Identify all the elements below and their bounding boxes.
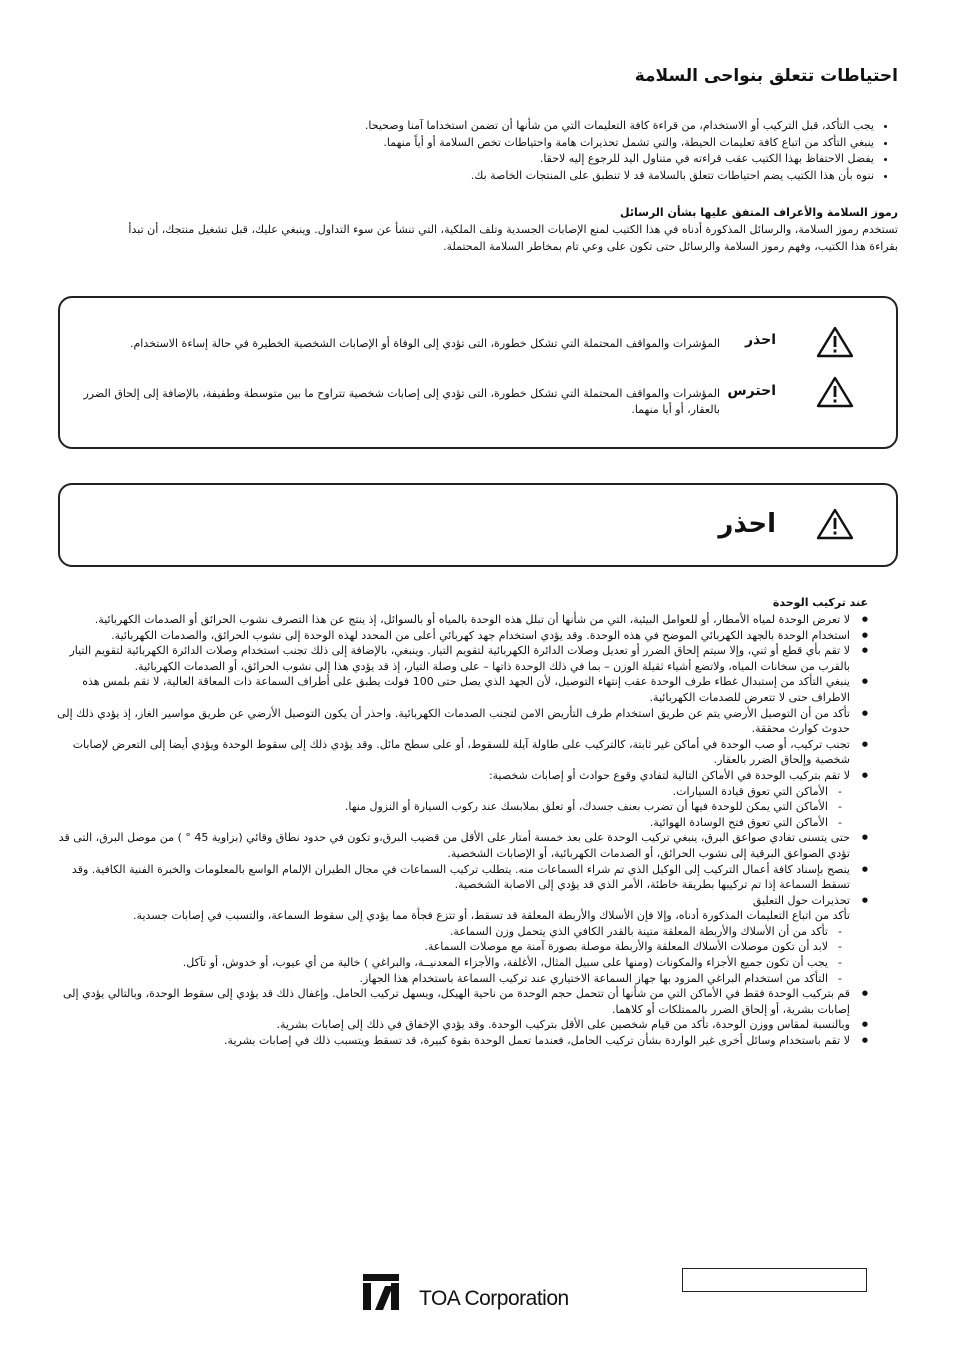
- warning-triangle-icon: [816, 326, 854, 358]
- warning-box-label: احذر: [718, 509, 776, 539]
- list-item: ● تجنب تركيب، أو صب الوحدة في أماكن غير ثابتة، كالتركيب على طاولة آيلة للسقوط، أو على سطح مائل. وقد يؤدي ذلك إلى سقوط الوحدة ويؤدي أيضا إلى التعرض لإصابات شخصية وإلحاق الضرر بالعقار.: [44, 737, 850, 768]
- list-item: ● تأكد من أن التوصيل الأرضي يتم عن طريق استخدام طرف التأريض الامن لتجنب الصدمات الكهربائية. واحذر أن يكون التوصيل الأرضي عن طريق مواسير الغاز، إذ يؤدي ذلك إلى حدوث كوارث محققة.: [44, 706, 850, 737]
- list-item: ● لا تقم باستخدام وسائل أخرى غير الواردة بشأن تركيب الحامل، فعندما تعمل الوحدة بقوة كبيرة، قد تسقط ويتسبب ذلك في إصابات بشرية.: [44, 1033, 850, 1049]
- sub-list-item: - التأكد من استخدام البراغي المزود بها جهاز السماعة الاختياري عند تركيب السماعة باستخدام هذا الجهاز.: [44, 971, 850, 987]
- list-item: ● تحذيرات حول التعليق: [44, 893, 850, 909]
- list-item: • ننوه بأن هذا الكتيب يضم احتياطات تتعلق بالسلامة قد لا تنطبق على المنتجات الخاصة بك.: [34, 168, 874, 185]
- list-item: ● استخدام الوحدة بالجهد الكهربائي الموضح في هذه الوحدة. وقد يؤدي استخدام جهد كهربائي أعلى من المحدد لهذه الوحدة إلى نشوب الحرائق، والصدمات الكهربائية.: [44, 628, 850, 644]
- sub-list-item: - الأماكن التي يمكن للوحدة فيها أن تضرب بعنف جسدك، أو تعلق بملابسك عند ركوب السيارة أو النزول منها.: [44, 799, 850, 815]
- toa-logo-icon: [363, 1274, 399, 1310]
- list-item: ● وبالنسبة لمقاس ووزن الوحدة، تأكد من قيام شخصين على الأقل بتركيب الوحدة. وقد يؤدي الإخفاق في ذلك إلى إصابات بشرية.: [44, 1017, 850, 1033]
- page-title: احتياطات تتعلق بنواحى السلامة: [634, 66, 898, 86]
- company-name: TOA Corporation: [419, 1287, 569, 1310]
- symbols-heading: رموز السلامة والأعراف المتفق عليها بشأن الرسائل: [620, 206, 898, 219]
- list-item: • ينبغي التأكد من اتباع كافة تعليمات الحيطة، والتي تشمل تحذيرات هامة واحتياطات تخص السلامة أو أياً منهما.: [34, 135, 874, 152]
- sub-list-item: - الأماكن التي تعوق فتح الوسادة الهوائية.: [44, 815, 850, 831]
- warning-description: المؤشرات والمواقف المحتملة التي تشكل خطورة، التى تؤدي إلى الوفاة أو الإصابات الشخصية الخطيرة في حالة إساءة الاستخدام.: [129, 337, 720, 350]
- caution-description: المؤشرات والمواقف المحتملة التي تشكل خطورة، التى تؤدي إلى إصابات شخصية تتراوح ما بين متوسطة وطفيفة، بالإضافة إلى إلحاق الضرر بالعقار، أو أيا منهما.: [83, 387, 720, 416]
- list-item: ● لا تقم بتركيب الوحدة في الأماكن التالية لتفادي وقوع حوادث أو إصابات شخصية:: [44, 768, 850, 784]
- list-item: ● لا تقم بأي قطع أو ثني، وإلا سيتم إلحاق الضرر أو تعديل وصلات الدائرة الكهربائية لتقويم التيار. وينبغي، بالإضافة إلى ذلك تجنب استخدام وصلات الدائرة الكهربائية لتقويم التيار بالقرب من سخانات المياه، ولاتضع أشياء ثقيلة الوزن – بما في ذلك الوحدة ذاتها – على وصلة التيار، إذ قد يؤدي هذا إلى نشوب الحرائق، أو الصدمات الكهربائية.: [44, 643, 850, 674]
- document-code-box: [682, 1268, 867, 1292]
- install-heading: عند تركيب الوحدة: [772, 596, 868, 609]
- list-item: • يفضل الاحتفاظ بهذا الكتيب عقب قراءته في متناول اليد للرجوع إليه لاحقا.: [34, 151, 874, 168]
- list-item: ● ينبغي التأكد من إستبدال غطاء طرف الوحدة عقب إنتهاء التوصيل، لأن الجهد الذي يصل حتى 100 فولت يطبق على أطراف السماعة ذات المعاقة العالية، لا تقم بلمس هذه الاطراف حتى لا تتعرض للصدمات الكهربائية.: [44, 674, 850, 705]
- caution-label: احترس: [727, 383, 776, 399]
- safety-legend-box: [58, 296, 898, 449]
- warning-triangle-icon: [816, 376, 854, 408]
- warning-triangle-icon: [816, 508, 854, 540]
- symbols-paragraph: تستخدم رموز السلامة، والرسائل المذكورة أدناه في هذا الكتيب لمنع الإصابات الجسدية وتلف الملكية، التي تنشأ عن سوء التداول. وينبغي عليك، قبل تشغيل منتجك، أن تبدأ بقراءة هذا الكتيب، وفهم رموز السلامة والرسائل حتى تكون على وعي تام بمخاطر السلامة المحتملة.: [128, 223, 898, 253]
- sub-list-item: - تأكد من أن الأسلاك والأربطة المعلقة متينة بالقدر الكافي الذي يتحمل وزن السماعة.: [44, 924, 850, 940]
- sub-list-item: - يجب أن تكون جميع الأجزاء والمكونات (ومنها على سبيل المثال، الأغلفة، والأجزاء المعدنيــة، والبراغي ) خالية من أي عيوب، أو خدوش، أو تآكل.: [44, 955, 850, 971]
- list-item: تأكد من اتباع التعليمات المذكورة أدناه، وإلا فإن الأسلاك والأربطة المعلقة قد تسقط، أو تتزع فجأة مما يؤدي إلى سقوط السماعة، والتسبب في إصابات جسدية.: [133, 909, 850, 923]
- warning-box: [58, 483, 898, 567]
- list-item: • يجب التأكد، قبل التركيب أو الاستخدام، من قراءة كافة التعليمات التي من شأنها أن تضمن استخداما آمنا وصحيحا.: [34, 118, 874, 135]
- list-item: ● ينصح بإسناد كافة أعمال التركيب إلى الوكيل الذي تم شراء السماعات منه. يتطلب تركيب السماعات في مجال الطيران الإلمام الواسع بالمعلومات والخبرة الفنية الكافية. وقد تسقط السماعة إذا تم تركيبها بطريقة خاطئة، الأمر الذي قد يؤدي إلى الاصابة الشخصية.: [44, 862, 850, 893]
- warning-label: احذر: [744, 332, 776, 348]
- sub-list-item: - لابد أن تكون موصلات الأسلاك المعلقة والأربطة موصلة بصورة آمنة مع موصلات السماعة.: [44, 939, 850, 955]
- list-item: ● حتى يتسنى تفادي صواعق البرق، ينبغي تركيب الوحدة على بعد خمسة أمتار على الأقل من قضيب البرق،و تكون في حدود نطاق وقائي (بزاوية 45 ° ) من موصل البرق، التى قد تؤدي الصواعق البرقية إلى نشوب الحرائق، أو الصدمات الكهربائية، أو الإصابات الشخصية.: [44, 830, 850, 861]
- install-warnings-list: [44, 612, 868, 1049]
- list-item: ● قم بتركيب الوحدة فقط في الأماكن التي من شأنها أن تتحمل حجم الوحدة من ناحية الهيكل، ويسهل تركيب الحامل. وإغفال ذلك قد يؤدي إلى سقوط الوحدة، وبالتالي يؤدي إلى إصابات بشرية، أو إلحاق الضرر بالممتلكات أو كلاهما.: [44, 986, 850, 1017]
- sub-list-item: - الأماكن التي تعوق قيادة السيارات.: [44, 784, 850, 800]
- list-item: ● لا تعرض الوحدة لمياه الأمطار، أو للعوامل البيئية، التي من شأنها أن تبلل هذه الوحدة بالمياه أو بالسوائل، إذ ينتج عن هذا التصرف نشوب الحرائق أو الصدمات الكهربائية.: [44, 612, 850, 628]
- intro-list: [34, 118, 898, 184]
